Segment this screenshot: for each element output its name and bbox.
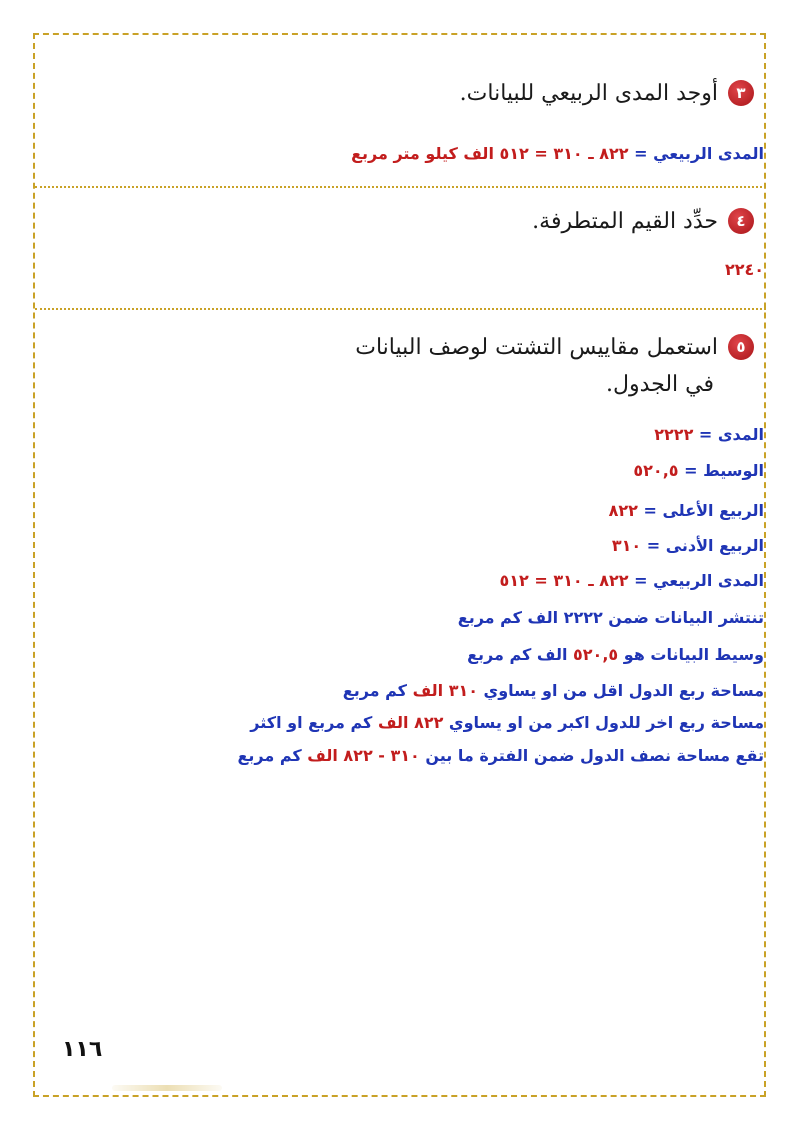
summary-line-3: مساحة ربع الدول اقل من او يساوي ٣١٠ الف كم مربع: [342, 681, 764, 700]
question-text-line2: في الجدول.: [605, 372, 714, 397]
summary-line-4: مساحة ربع اخر للدول اكبر من او يساوي ٨٢٢ الف كم مربع او اكثر: [250, 713, 764, 732]
answer-label: المدى الربيعي =: [628, 144, 764, 163]
iqr-line: المدى الربيعي = ٨٢٢ ـ ٣١٠ = ٥١٢: [499, 571, 764, 590]
question-3: [460, 80, 754, 106]
decorative-smudge: [112, 1085, 222, 1091]
question-text: أوجد المدى الربيعي للبيانات.: [459, 80, 718, 106]
page-frame: [33, 33, 766, 1097]
question-number-badge: ٥: [728, 334, 754, 360]
question-number-badge: ٤: [728, 208, 754, 234]
median-line: الوسيط = ٥٢٠,٥: [633, 461, 764, 480]
question-text-line1: استعمل مقاييس التشتت لوصف البيانات: [355, 334, 718, 360]
answer-4: ٢٢٤٠: [724, 260, 764, 279]
summary-line-1: تنتشر البيانات ضمن ٢٢٢٢ الف كم مربع: [457, 608, 764, 627]
question-5: [355, 334, 754, 360]
question-text: حدِّد القيم المتطرفة.: [532, 208, 718, 234]
page-number: ١١٦: [62, 1037, 103, 1062]
section-divider: [35, 308, 766, 310]
question-number-badge: ٣: [728, 80, 754, 106]
answer-unit: الف كيلو متر مربع: [351, 144, 500, 163]
upper-quartile-line: الربيع الأعلى = ٨٢٢: [608, 501, 764, 520]
answer-expression: ٨٢٢ ـ ٣١٠ = ٥١٢: [499, 144, 629, 163]
summary-line-2: وسيط البيانات هو ٥٢٠,٥ الف كم مربع: [467, 645, 764, 664]
answer-3: [351, 144, 764, 163]
section-divider: [35, 186, 766, 188]
lower-quartile-line: الربيع الأدنى = ٣١٠: [611, 536, 764, 555]
range-line: المدى = ٢٢٢٢: [654, 425, 764, 444]
question-4: [532, 208, 754, 234]
summary-line-5: تقع مساحة نصف الدول ضمن الفترة ما بين ٣١٠ - ٨٢٢ الف كم مربع: [237, 746, 764, 765]
